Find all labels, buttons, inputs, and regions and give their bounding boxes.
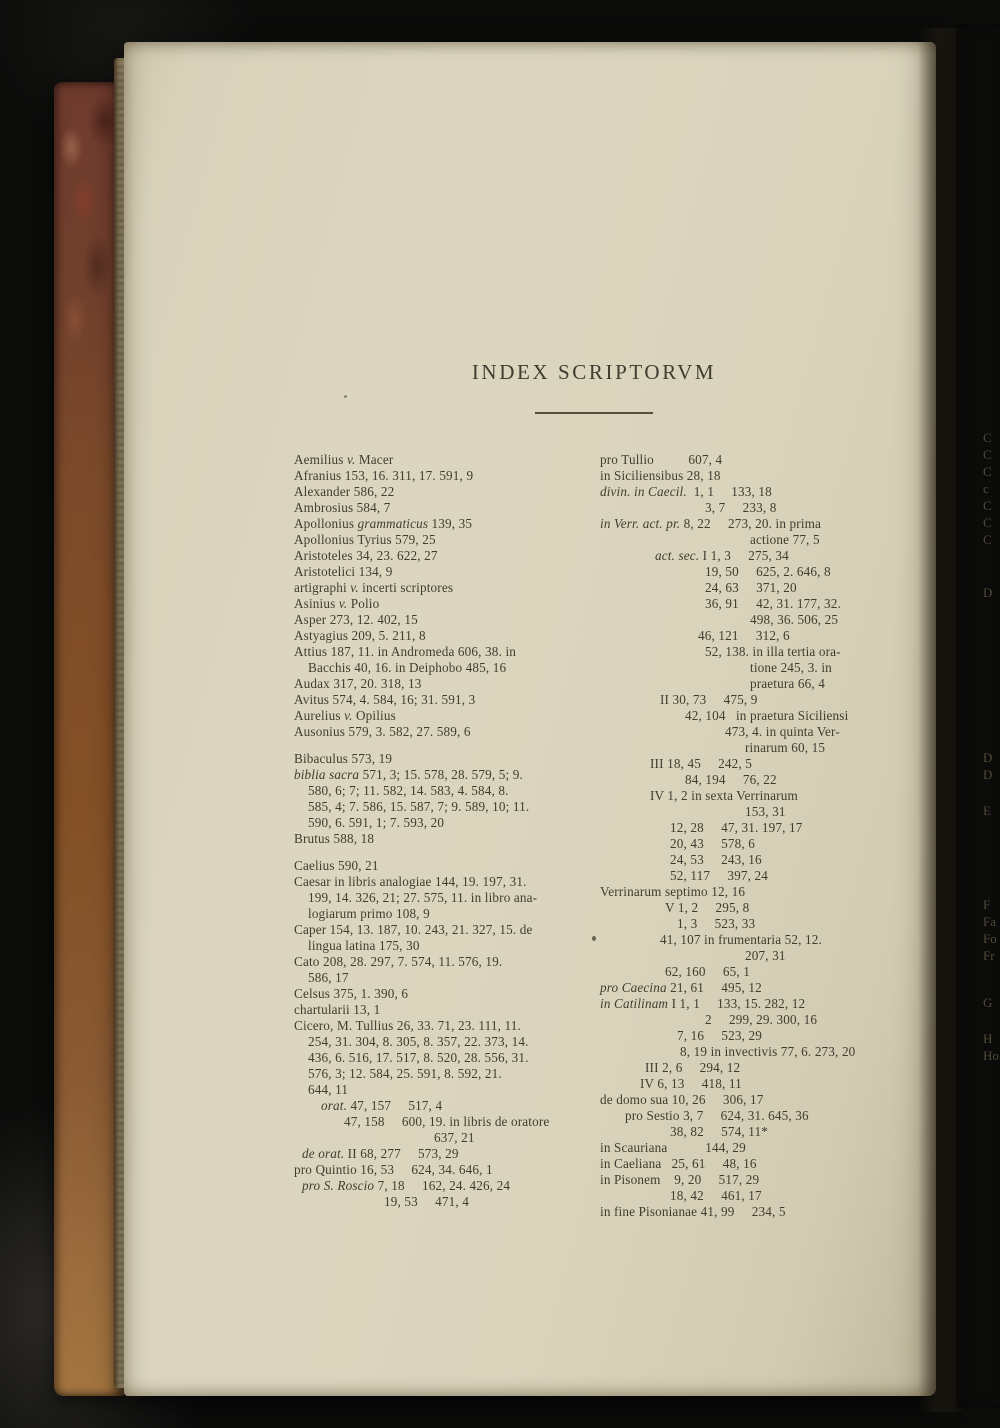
index-line [600,948,894,964]
index-line [294,799,588,815]
facing-page-text-fragment: C [983,498,992,513]
facing-page-text-fragment: D [983,585,993,600]
index-text: Macer [355,452,394,467]
index-text: Polio [347,596,380,611]
work-title-text: orat. [321,1098,348,1113]
facing-page-text-fragment: D [983,767,993,782]
index-text: artigraphi [294,580,351,595]
index-text: Ambrosius 584, 7 [294,500,391,515]
index-text: 590, 6. 591, 1; 7. 593, 20 [308,815,445,830]
index-text: 3, 7 233, 8 [705,500,777,515]
index-text: 7, 16 523, 29 [677,1028,762,1043]
index-line [294,1034,588,1050]
index-line [600,900,894,916]
index-text: 199, 14. 326, 21; 27. 575, 11. in libro ana- [308,890,538,905]
index-text: I 1, 1 133, 15. 282, 12 [668,996,806,1011]
index-column-left [294,452,588,1220]
index-line [294,468,588,484]
index-line [600,564,894,580]
index-line [294,938,588,954]
work-title-text: biblia sacra [294,767,360,782]
index-line [294,783,588,799]
index-text: tione 245, 3. in [750,660,832,675]
index-text: 153, 31 [745,804,786,819]
index-text: 7, 18 162, 24. 426, 24 [374,1178,511,1193]
index-text: Caelius 590, 21 [294,858,379,873]
index-text: Apollonius Tyrius 579, 25 [294,532,436,547]
index-text: in Siciliensibus 28, 18 [600,468,721,483]
facing-page-text-fragment: Ho [983,1048,999,1063]
index-line [294,751,588,767]
facing-page-text-fragment: C [983,447,992,462]
work-title-text: pro Caecina [600,980,667,995]
index-text: V 1, 2 295, 8 [665,900,750,915]
index-line [600,820,894,836]
index-line [294,954,588,970]
index-text: Celsus 375, 1. 390, 6 [294,986,409,1001]
index-text: Caesar in libris analogiae 144, 19. 197, 31. [294,874,527,889]
index-line [294,1050,588,1066]
index-line [600,1140,894,1156]
index-text: IV 1, 2 in sexta Verrinarum [650,788,798,803]
index-text: Afranius 153, 16. 311, 17. 591, 9 [294,468,474,483]
index-line [294,1002,588,1018]
index-line [600,708,894,724]
index-line [600,1092,894,1108]
index-line [294,1194,588,1210]
index-line [600,1124,894,1140]
index-text: 586, 17 [308,970,349,985]
index-text: in fine Pisonianae 41, 99 234, 5 [600,1204,786,1219]
index-text: 8, 19 in invectivis 77, 6. 273, 20 [680,1044,856,1059]
work-title-text: v. [338,596,348,611]
index-line [600,516,894,532]
index-line [600,1108,894,1124]
index-line [294,1178,588,1194]
index-text: 571, 3; 15. 578, 28. 579, 5; 9. [359,767,523,782]
index-text: III 18, 45 242, 5 [650,756,753,771]
index-line [600,1060,894,1076]
index-text: 24, 53 243, 16 [670,852,762,867]
index-text: 1, 1 133, 18 [686,484,772,499]
facing-page-text-fragment: E [983,803,991,818]
index-line [294,1146,588,1162]
index-text: Asper 273, 12. 402, 15 [294,612,418,627]
index-text: Bacchis 40, 16. in Deiphobo 485, 16 [308,660,507,675]
index-line [600,884,894,900]
index-text: 498, 36. 506, 25 [750,612,839,627]
index-line [294,1098,588,1114]
index-text: Cicero, M. Tullius 26, 33. 71, 23. 111, 11. [294,1018,521,1033]
index-line [600,724,894,740]
index-line [294,1066,588,1082]
index-line [600,676,894,692]
index-line [294,970,588,986]
facing-page-text-fragment: Fo [983,931,997,946]
index-line [600,596,894,612]
index-line [294,831,588,847]
index-line [600,452,894,468]
index-line [294,922,588,938]
index-line [600,548,894,564]
facing-page-text-fragment: c [983,481,989,496]
facing-page-text-fragment: C [983,515,992,530]
index-text: de domo sua 10, 26 306, 17 [600,1092,764,1107]
title-divider [535,412,653,414]
group-gap [294,847,588,858]
index-line [294,628,588,644]
work-title-text: de orat. [302,1146,345,1161]
index-line [294,986,588,1002]
index-line [600,868,894,884]
index-text: Asinius [294,596,339,611]
index-text: Aurelius [294,708,345,723]
index-line [294,858,588,874]
work-title-text: v. [347,452,356,467]
index-line [600,772,894,788]
index-line [294,548,588,564]
index-text: lingua latina 175, 30 [308,938,420,953]
page-content [294,360,894,1220]
index-line [600,644,894,660]
index-line [294,692,588,708]
index-line [600,740,894,756]
index-line [600,628,894,644]
index-line [600,1172,894,1188]
index-text: pro Sestio 3, 7 624, 31. 645, 36 [625,1108,809,1123]
index-line [600,804,894,820]
index-text: in Pisonem 9, 20 517, 29 [600,1172,760,1187]
index-line [294,724,588,740]
work-title-text: v. [344,708,353,723]
index-line [600,852,894,868]
index-line [600,1076,894,1092]
index-line [294,1162,588,1178]
index-text: 644, 11 [308,1082,349,1097]
index-text: 2 299, 29. 300, 16 [705,1012,818,1027]
work-title-text: divin. in Caecil. [600,484,687,499]
work-title-text: in Verr. act. pr. [600,516,681,531]
index-text: 42, 104 in praetura Siciliensi [685,708,849,723]
facing-page-text-fragment: G [983,995,993,1010]
index-line [294,612,588,628]
index-text: 84, 194 76, 22 [685,772,777,787]
facing-page-text-fragment: D [983,750,993,765]
index-line [294,767,588,783]
index-text: Apollonius [294,516,358,531]
index-text: praetura 66, 4 [750,676,825,691]
index-line [294,815,588,831]
index-text: Caper 154, 13. 187, 10. 243, 21. 327, 15. de [294,922,533,937]
index-text: Ausonius 579, 3. 582, 27. 589, 6 [294,724,471,739]
index-columns [294,452,894,1220]
index-line [600,788,894,804]
index-text: Avitus 574, 4. 584, 16; 31. 591, 3 [294,692,476,707]
index-text: 52, 117 397, 24 [670,868,768,883]
index-line [294,676,588,692]
index-line [294,660,588,676]
facing-page-text-fragment: C [983,532,992,547]
index-line [600,532,894,548]
index-line [600,996,894,1012]
index-line [294,708,588,724]
index-line [294,452,588,468]
facing-page-text-fragment: C [983,430,992,445]
index-text: logiarum primo 108, 9 [308,906,430,921]
index-text: Cato 208, 28. 297, 7. 574, 11. 576, 19. [294,954,503,969]
index-text: 41, 107 in frumentaria 52, 12. [660,932,822,947]
index-text: 254, 31. 304, 8. 305, 8. 357, 22. 373, 14. [308,1034,529,1049]
index-line [600,1044,894,1060]
index-text: Alexander 586, 22 [294,484,395,499]
index-text: pro Quintio 16, 53 624, 34. 646, 1 [294,1162,493,1177]
index-line [294,516,588,532]
index-text: 19, 53 471, 4 [384,1194,469,1209]
index-text: 473, 4. in quinta Ver- [725,724,840,739]
index-text: Astyagius 209, 5. 211, 8 [294,628,426,643]
index-line [294,1082,588,1098]
index-text: Opilius [352,708,396,723]
index-line [294,890,588,906]
index-text: pro Tullio 607, 4 [600,452,723,467]
index-line [600,964,894,980]
index-line [600,468,894,484]
index-line [294,1018,588,1034]
index-text: 576, 3; 12. 584, 25. 591, 8. 592, 21. [308,1066,502,1081]
index-text: 637, 21 [434,1130,475,1145]
index-text: Brutus 588, 18 [294,831,375,846]
index-text: II 30, 73 475, 9 [660,692,758,707]
index-text: IV 6, 13 418, 11 [640,1076,742,1091]
index-line [600,1012,894,1028]
index-text: Aemilius [294,452,347,467]
index-line [600,916,894,932]
index-text: Verrinarum septimo 12, 16 [600,884,746,899]
index-text: 207, 31 [745,948,786,963]
index-text: 47, 158 600, 19. in libris de oratore [344,1114,550,1129]
index-line [294,644,588,660]
index-line [294,596,588,612]
index-text: Attius 187, 11. in Andromeda 606, 38. in [294,644,516,659]
facing-page-text-fragment: C [983,464,992,479]
facing-page-text-fragment: H [983,1031,993,1046]
index-text: rinarum 60, 15 [745,740,826,755]
index-line [600,500,894,516]
work-title-text: in Catilinam [600,996,669,1011]
index-text: 139, 35 [428,516,473,531]
index-line [294,874,588,890]
index-line [600,932,894,948]
page-title: INDEX SCRIPTORVM [471,360,717,384]
index-text: 36, 91 42, 31. 177, 32. [705,596,841,611]
index-line [600,484,894,500]
index-line [600,612,894,628]
index-text: 52, 138. in illa tertia ora- [705,644,841,659]
work-title-text: pro S. Roscio [302,1178,375,1193]
index-line [294,580,588,596]
index-line [294,484,588,500]
index-text: 12, 28 47, 31. 197, 17 [670,820,803,835]
index-text: in Caeliana 25, 61 48, 16 [600,1156,757,1171]
index-text: 21, 61 495, 12 [666,980,762,995]
index-line [294,532,588,548]
index-text: 19, 50 625, 2. 646, 8 [705,564,831,579]
facing-page-text-fragment: Fr [983,948,995,963]
index-line [600,756,894,772]
index-text: actione 77, 5 [750,532,820,547]
index-text: 62, 160 65, 1 [665,964,750,979]
index-text: II 68, 277 573, 29 [344,1146,459,1161]
index-line [294,500,588,516]
index-line [600,580,894,596]
index-text: incerti scriptores [358,580,454,595]
index-text: 38, 82 574, 11* [670,1124,768,1139]
index-line [294,1114,588,1130]
index-text: 46, 121 312, 6 [698,628,790,643]
index-line [600,1156,894,1172]
index-text: 18, 42 461, 17 [670,1188,762,1203]
index-line [600,692,894,708]
index-text: I 1, 3 275, 34 [699,548,789,563]
book-page [124,42,936,1396]
index-line [600,1028,894,1044]
index-line [294,1130,588,1146]
index-text: III 2, 6 294, 12 [645,1060,741,1075]
index-text: 47, 157 517, 4 [347,1098,443,1113]
index-text: 1, 3 523, 33 [677,916,756,931]
work-title-text: v. [350,580,359,595]
index-line [600,660,894,676]
index-line [600,1204,894,1220]
facing-page-text-strip [980,0,1000,1428]
index-text: Bibaculus 573, 19 [294,751,393,766]
index-line [294,906,588,922]
group-gap [294,740,588,751]
work-title-text: act. sec. [655,548,700,563]
index-text: 8, 22 273, 20. in prima [680,516,822,531]
index-line [600,1188,894,1204]
index-text: Aristotelici 134, 9 [294,564,393,579]
index-text: 580, 6; 7; 11. 582, 14. 583, 4. 584, 8. [308,783,509,798]
index-text: chartularii 13, 1 [294,1002,381,1017]
index-text: Audax 317, 20. 318, 13 [294,676,422,691]
facing-page-text-fragment: Fa [983,914,996,929]
facing-page-text-fragment: F [983,897,991,912]
index-text: 436, 6. 516, 17. 517, 8. 520, 28. 556, 31. [308,1050,529,1065]
index-line [294,564,588,580]
index-text: 20, 43 578, 6 [670,836,755,851]
index-line [600,980,894,996]
index-text: 24, 63 371, 20 [705,580,797,595]
index-text: Aristoteles 34, 23. 622, 27 [294,548,438,563]
work-title-text: grammaticus [357,516,429,531]
index-line [600,836,894,852]
index-text: 585, 4; 7. 586, 15. 587, 7; 9. 589, 10; 11. [308,799,530,814]
index-column-right [600,452,894,1220]
index-text: in Scauriana 144, 29 [600,1140,746,1155]
